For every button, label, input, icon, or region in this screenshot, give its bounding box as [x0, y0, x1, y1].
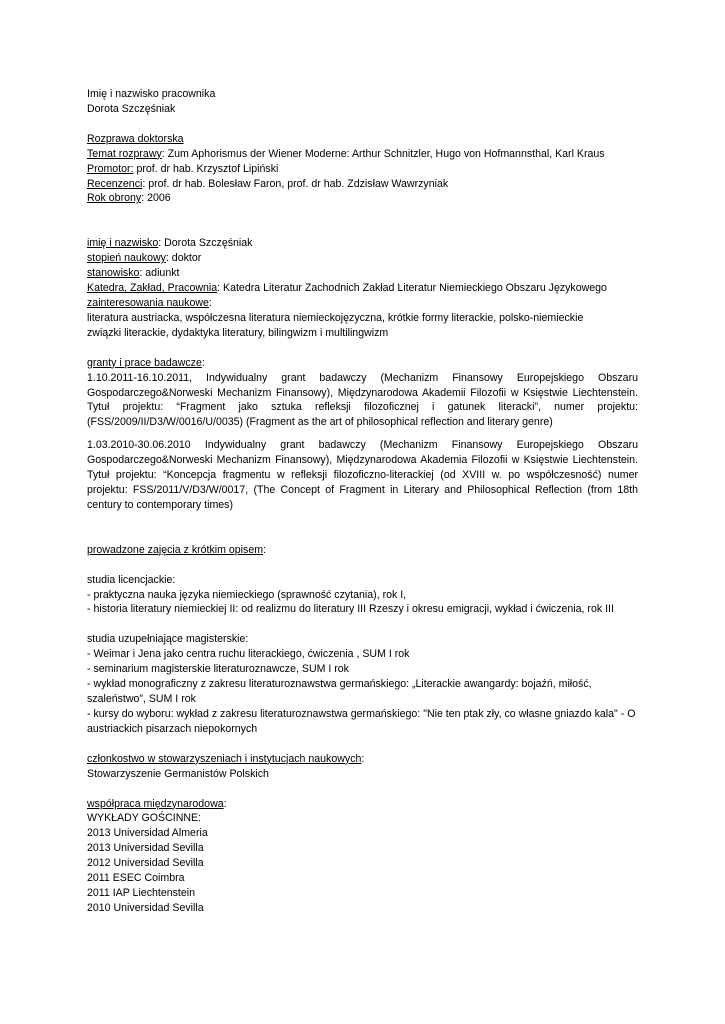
guest-lecture-item: 2013 Universidad Sevilla: [87, 842, 204, 855]
guest-lecture-item: 2012 Universidad Sevilla: [87, 857, 204, 870]
topic-label: Temat rozprawy: [87, 147, 162, 160]
profile-degree: [87, 251, 638, 266]
year-label: Rok obrony: [87, 192, 142, 205]
interests-line-1: literatura austriacka, współczesna literatura niemieckojęzyczna, krótkie formy literackie, polsko-niemieckie: [87, 311, 584, 324]
unit-label: Katedra, Zakład, Pracownia: [87, 282, 218, 295]
classes-heading: [87, 543, 638, 558]
membership-value: Stowarzyszenie Germanistów Polskich: [87, 767, 269, 780]
master-course: - wykład monograficzny z zakresu literaturoznawstwa germańskiego: „Literackie awangardy: bojaźń, miłość, szaleństwo”, SUM I rok: [87, 678, 592, 705]
grant-item: 1.10.2011-16.10.2011, Indywidualny grant badawczy (Mechanizm Finansowy Europejskiego Obszaru Gospodarczego&Norweski Mechanizm Finansowy), Międzynarodowa Akademii Filozofii w Księstwie Liechtenstein. Tytuł projektu: “Fragment jako sztuka refleksji filozoficznej i gatunek literacki”, numer projektu: (FSS/2009/II/D3/W/0016/U/0035) (Fragment as the art of philosophical reflection and literary genre): [87, 371, 638, 429]
position-label: stanowisko: [87, 267, 140, 280]
master-course: - kursy do wyboru: wykład z zakresu literaturoznawstwa germańskiego: "Nie ten ptak zły, co własne gniazdo kala" - O austriackich pisarzach niepokornych: [87, 707, 636, 735]
interests-colon: :: [208, 296, 212, 309]
grants-section: [87, 356, 638, 513]
dissertation-reviewers: [87, 177, 638, 192]
year-value: : 2006: [141, 192, 171, 205]
dissertation-section: [87, 132, 638, 207]
guest-lecture-item: 2011 ESEC Coimbra: [87, 872, 185, 885]
membership-colon: :: [361, 752, 365, 765]
promoter-label: Promotor:: [87, 162, 134, 175]
dissertation-year: [87, 191, 638, 206]
master-course: - seminarium magisterskie literaturoznawcze, SUM I rok: [87, 663, 349, 676]
promoter-value: prof. dr hab. Krzysztof Lipiński: [133, 162, 279, 175]
position-value: : adiunkt: [139, 267, 180, 280]
membership-section: [87, 752, 638, 782]
profile-interests-heading: [87, 296, 638, 311]
reviewers-label: Recenzenci: [87, 177, 143, 190]
cooperation-section: [87, 797, 638, 916]
unit-value: : Katedra Literatur Zachodnich Zakład Literatur Niemieckiego Obszaru Językowego: [217, 282, 607, 295]
dissertation-heading: Rozprawa doktorska: [87, 132, 184, 145]
cooperation-colon: :: [223, 797, 227, 810]
employee-name-label: Imię i nazwisko pracownika: [87, 88, 216, 100]
profile-section: [87, 236, 638, 340]
classes-colon: :: [263, 543, 267, 556]
bachelor-course: - praktyczna nauka języka niemieckiego (sprawność czytania), rok I,: [87, 588, 407, 601]
degree-value: : doktor: [165, 252, 202, 265]
degree-label: stopień naukowy: [87, 252, 166, 265]
profile-unit: [87, 281, 638, 296]
grants-label: granty i prace badawcze: [87, 356, 202, 369]
interests-line-2: związki literackie, dydaktyka literatury, bilingwizm i multilingwizm: [87, 326, 389, 339]
interests-label: zainteresowania naukowe: [87, 296, 209, 309]
profile-name-value: : Dorota Szczęśniak: [158, 237, 253, 250]
guest-lecture-item: 2011 IAP Liechtenstein: [87, 886, 195, 899]
grant-item: 1.03.2010-30.06.2010 Indywidualny grant badawczy (Mechanizm Finansowy Europejskiego Obszaru Gospodarczego&Norweski Mechanizm Finansowy), Międzynarodowa Akademia Filozofii w Księstwie Liechtenstein. Tytuł projektu: “Koncepcja fragmentu w refleksji filozoficzno-literackiej (od XVIII w. po współczesność) numer projektu: FSS/2011/V/D3/W/0017, (The Concept of Fragment in Literary and Philosophical Reflection (from 18th century to contemporary times): [87, 439, 638, 511]
cooperation-label: współpraca międzynarodowa: [87, 797, 224, 810]
guest-lecture-item: 2010 Universidad Sevilla: [87, 901, 204, 914]
guest-lectures-heading: WYKŁADY GOŚCINNE:: [87, 812, 202, 825]
membership-label: członkostwo w stowarzyszeniach i instytucjach naukowych: [87, 752, 362, 765]
membership-heading: [87, 752, 638, 767]
reviewers-value: : prof. dr hab. Bolesław Faron, prof. dr hab. Zdzisław Wawrzyniak: [142, 177, 449, 190]
profile-name: [87, 236, 638, 251]
profile-name-label: imię i nazwisko: [87, 237, 159, 250]
document-page: [87, 87, 638, 916]
employee-name: Dorota Szczęśniak: [87, 102, 176, 115]
dissertation-topic: [87, 147, 638, 162]
profile-position: [87, 266, 638, 281]
grants-heading: [87, 356, 638, 371]
classes-label: prowadzone zajęcia z krótkim opisem: [87, 543, 264, 556]
classes-section: [87, 543, 638, 737]
guest-lecture-item: 2013 Universidad Almeria: [87, 827, 208, 840]
master-heading: studia uzupełniające magisterskie:: [87, 633, 249, 646]
master-course: - Weimar i Jena jako centra ruchu literackiego, ćwiczenia , SUM I rok: [87, 648, 410, 661]
topic-value: : Zum Aphorismus der Wiener Moderne: Arthur Schnitzler, Hugo von Hofmannsthal, Karl Kraus: [161, 147, 605, 160]
dissertation-promoter: [87, 162, 638, 177]
bachelor-course: - historia literatury niemieckiej II: od realizmu do literatury III Rzeszy i okresu emigracji, wykład i ćwiczenia, rok III: [87, 603, 614, 616]
cooperation-heading: [87, 797, 638, 812]
grants-colon: :: [201, 356, 205, 369]
bachelor-heading: studia licencjackie:: [87, 573, 176, 586]
